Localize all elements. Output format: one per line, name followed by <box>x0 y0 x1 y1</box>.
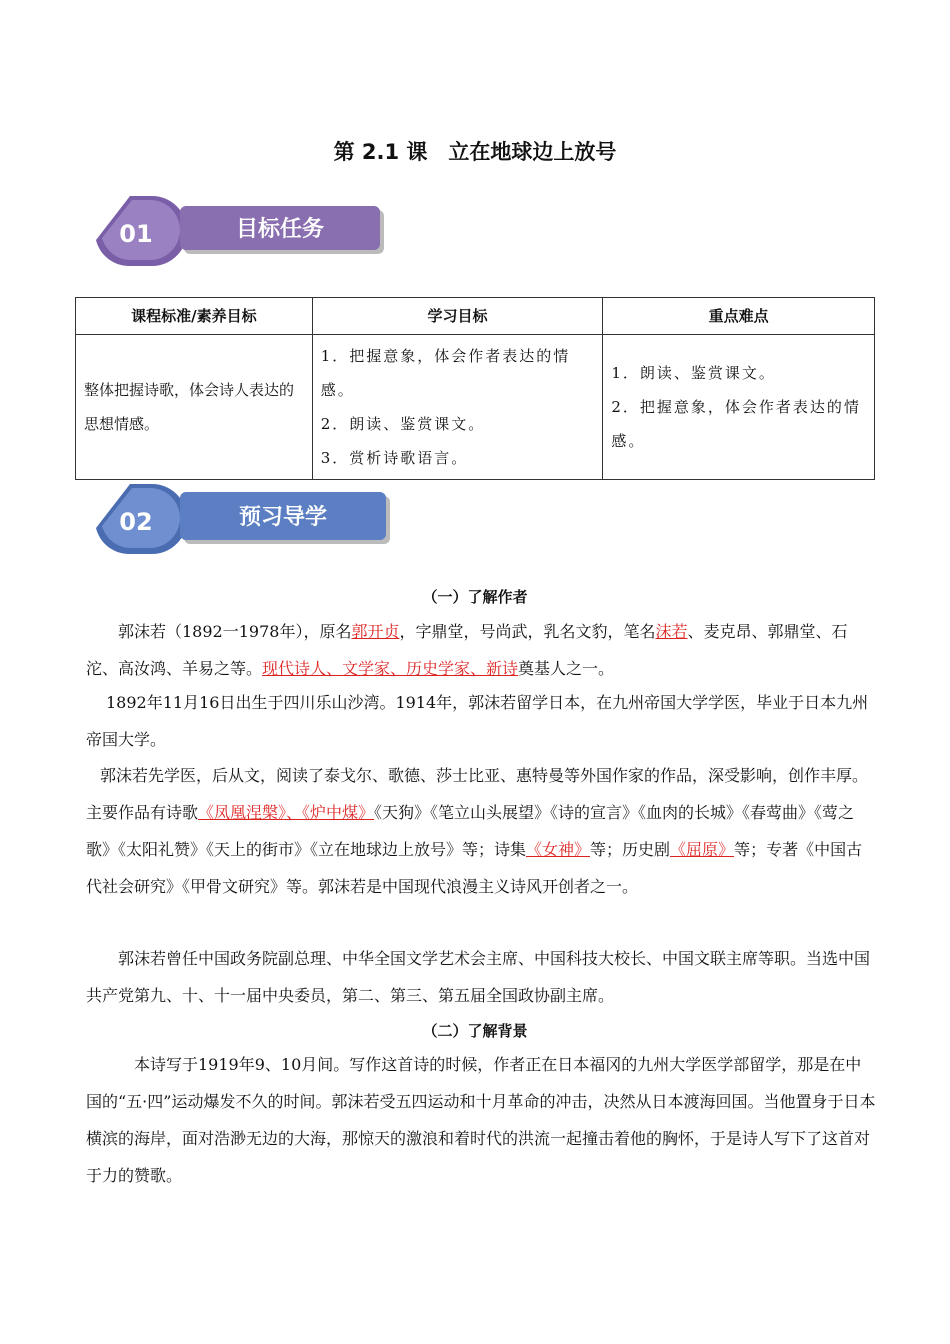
text: 奠基人之一。 <box>518 659 615 678</box>
list-item: 2．把握意象，体会作者表达的情感。 <box>611 398 861 450</box>
key-points-cell <box>603 335 875 480</box>
section-number: 01 <box>119 220 153 248</box>
learning-goals-cell <box>312 335 603 480</box>
table-header: 课程标准/素养目标 <box>76 298 313 335</box>
table-row <box>76 335 875 480</box>
section-badge-preview <box>92 480 397 560</box>
table-header-row <box>76 298 875 335</box>
text: 、麦克昂、郭鼎堂、石沱、高汝鸿、羊易之等。 <box>86 622 848 678</box>
list-item: 3．赏析诗歌语言。 <box>320 449 469 467</box>
highlight-roles: 现代诗人、文学家、历史学家、新诗 <box>262 659 519 678</box>
standard-cell: 整体把握诗歌，体会诗人表达的思想情感。 <box>76 335 313 480</box>
list-item: 1．朗读、鉴赏课文。 <box>611 364 776 382</box>
highlight-original-name: 郭开贞 <box>351 622 400 641</box>
highlight-collection: 《女神》 <box>526 840 591 859</box>
section-heading-background: （二）了解背景 <box>422 1022 528 1040</box>
table-header: 重点难点 <box>603 298 875 335</box>
author-paragraph-2: 1892年11月16日出生于四川乐山沙湾。1914年，郭沫若留学日本，在九州帝国大学学医，毕业于日本九州帝国大学。 <box>86 693 869 749</box>
text: 《天狗》《笔立山头展望》《诗的宣言》《血肉的长城》《春莺曲》《莺之歌》《太阳礼赞》《天上的街市》《立在地球边上放号》等；诗集 <box>86 803 855 859</box>
author-paragraph-3 <box>86 757 876 905</box>
highlight-poems: 《凤凰涅槃》、《炉中煤》 <box>198 803 375 822</box>
table-header: 学习目标 <box>312 298 603 335</box>
text: 等；历史剧 <box>590 840 671 859</box>
section-label: 预习导学 <box>238 505 328 530</box>
highlight-drama: 《屈原》 <box>670 840 735 859</box>
section-heading-author: （一）了解作者 <box>422 588 528 606</box>
text: 郭沫若（1892一1978年），原名 <box>118 622 352 641</box>
section-label: 目标任务 <box>235 217 325 242</box>
list-item: 1．把握意象，体会作者表达的情感。 <box>320 347 571 399</box>
section-badge-goals <box>92 192 392 272</box>
list-item: 2．朗读、鉴赏课文。 <box>320 415 486 433</box>
text: ，字鼎堂，号尚武，乳名文豹，笔名 <box>399 622 656 641</box>
author-paragraph-4: 郭沫若曾任中国政务院副总理、中华全国文学艺术会主席、中国科技大校长、中国文联主席等职。当选中国共产党第九、十、十一届中央委员，第二、第三、第五届全国政协副主席。 <box>86 949 871 1005</box>
text: 郭沫若先学医，后从文，阅读了泰戈尔、歌德、莎士比亚、惠特曼等外国作家的作品，深受影响，创作丰厚。主要作品有诗歌 <box>86 766 869 822</box>
author-paragraph-1 <box>86 613 876 687</box>
section-number: 02 <box>119 508 153 536</box>
goals-table <box>75 297 875 480</box>
background-paragraph: 本诗写于1919年9、10月间。写作这首诗的时候，作者正在日本福冈的九州大学医学部留学，那是在中国的“五·四”运动爆发不久的时间。郭沫若受五四运动和十月革命的冲击，决然从日本渡海回国。当他置身于日本横滨的海岸，面对浩渺无边的大海，那惊天的激浪和着时代的洪流一起撞击着他的胸怀，于是诗人写下了这首对于力的赞歌。 <box>86 1055 876 1185</box>
page-title: 第 2.1 课 立在地球边上放号 <box>333 140 617 164</box>
text: 等；专著《中国古代社会研究》《甲骨文研究》等。郭沫若是中国现代浪漫主义诗风开创者之一。 <box>86 840 863 896</box>
highlight-pen-name: 沫若 <box>655 622 688 641</box>
